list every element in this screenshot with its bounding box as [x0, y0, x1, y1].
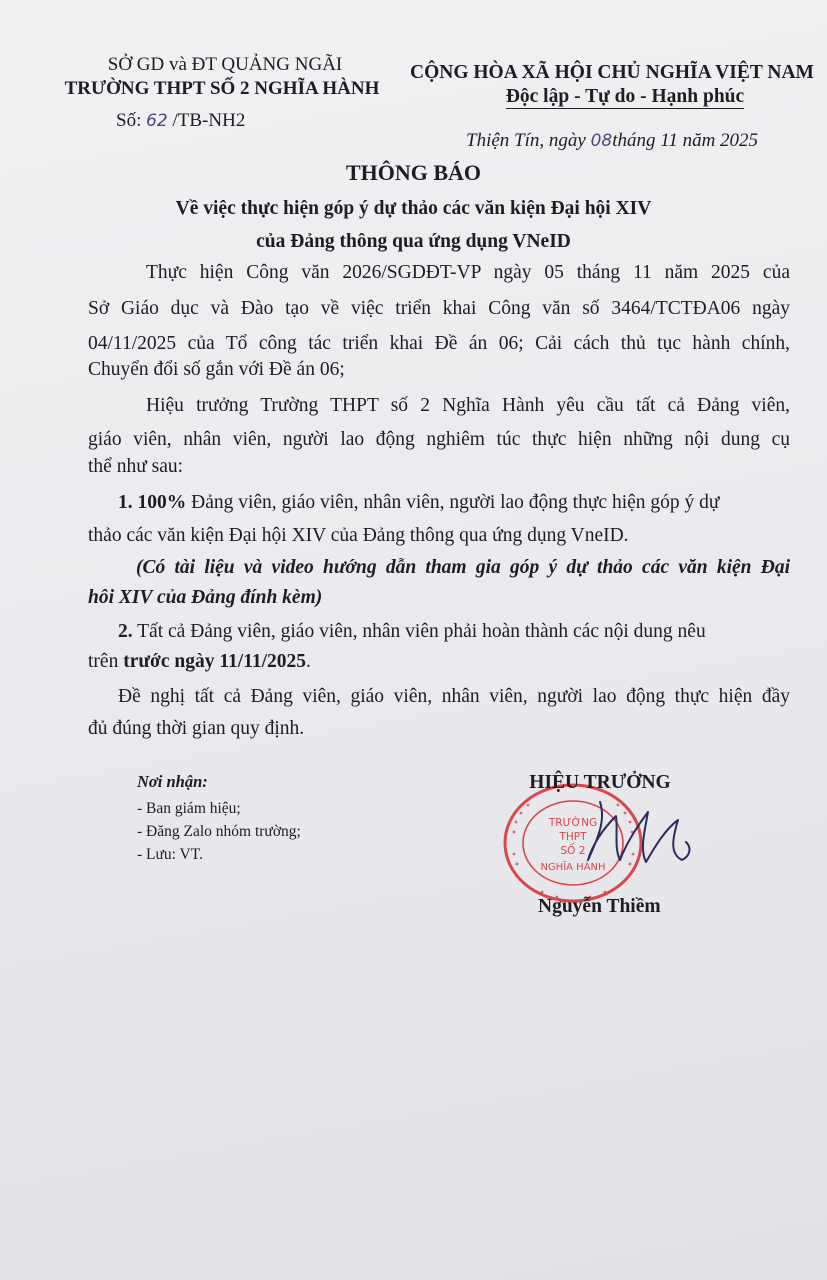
- item-2-label: 2.: [118, 621, 133, 642]
- document-number-handwritten: 62: [146, 111, 168, 131]
- nation-title: CỘNG HÒA XÃ HỘI CHỦ NGHĨA VIỆT NAM: [410, 62, 814, 83]
- nation-motto: Độc lập - Tự do - Hạnh phúc: [505, 86, 745, 107]
- paragraph-2-line-1: Hiệu trưởng Trường THPT số 2 Nghĩa Hành yêu cầu tất cả Đảng viên,: [146, 395, 790, 416]
- school-name: TRƯỜNG THPT SỐ 2 NGHĨA HÀNH: [64, 78, 380, 99]
- signer-name: Nguyễn Thiềm: [538, 896, 661, 917]
- department-name: SỞ GD và ĐT QUẢNG NGÃI: [107, 54, 343, 75]
- paragraph-1-line-3: 04/11/2025 của Tổ công tác triển khai Đề án 06; Cải cách thủ tục hành chính,: [88, 333, 790, 354]
- handwritten-signature: [560, 790, 700, 880]
- document-number: Số: 62 /TB-NH2: [116, 110, 246, 131]
- paragraph-1-line-1: Thực hiện Công văn 2026/SGDĐT-VP ngày 05 tháng 11 năm 2025 của: [146, 262, 790, 283]
- recipient-item: - Lưu: VT.: [137, 846, 203, 863]
- recipients-title: Nơi nhận:: [137, 772, 208, 791]
- paragraph-1-line-2: Sở Giáo dục và Đào tạo về việc triển khai Công văn số 3464/TCTĐA06 ngày: [88, 298, 790, 319]
- seal-line: TRƯỜNG: [548, 817, 598, 829]
- paragraph-3-line-2: đủ đúng thời gian quy định.: [88, 718, 305, 739]
- seal-line: THPT: [559, 831, 587, 843]
- document-date: Thiện Tín, ngày 08tháng 11 năm 2025: [466, 130, 759, 151]
- item-1-line-1: 1. 100% Đảng viên, giáo viên, nhân viên, người lao động thực hiện góp ý dự: [118, 492, 720, 513]
- recipient-item: - Ban giám hiệu;: [137, 800, 241, 817]
- paragraph-3-line-1: Đề nghị tất cả Đảng viên, giáo viên, nhân viên, người lao động thực hiện đầy: [118, 686, 790, 707]
- item-1-label: 1. 100%: [118, 492, 187, 513]
- item-2-line-2: trên trước ngày 11/11/2025.: [88, 651, 311, 672]
- attachment-note-line-2: hôi XIV của Đảng đính kèm): [88, 587, 323, 608]
- item-2-line-1: 2. Tất cả Đảng viên, giáo viên, nhân viên phải hoàn thành các nội dung nêu: [118, 621, 706, 642]
- item-1-line-2: thảo các văn kiện Đại hội XIV của Đảng thông qua ứng dụng VneID.: [88, 525, 629, 546]
- paragraph-2-line-2: giáo viên, nhân viên, người lao động nghiêm túc thực hiện những nội dung cụ: [88, 429, 790, 450]
- recipient-item: - Đăng Zalo nhóm trường;: [137, 823, 301, 840]
- attachment-note-line-1: (Có tài liệu và video hướng dẫn tham gia góp ý dự thảo các văn kiện Đại: [136, 557, 790, 578]
- deadline-text: trước ngày 11/11/2025: [123, 651, 307, 672]
- signer-title: HIỆU TRƯỞNG: [529, 772, 671, 793]
- seal-line: NGHĨA HÀNH: [540, 862, 606, 873]
- paragraph-1-line-4: Chuyển đổi số gắn với Đề án 06;: [88, 359, 345, 380]
- date-day-handwritten: 08: [590, 131, 613, 151]
- seal-line: SỐ 2: [560, 845, 586, 857]
- document-title: THÔNG BÁO: [345, 160, 482, 185]
- document-subtitle-line-2: của Đảng thông qua ứng dụng VNeID: [256, 231, 571, 252]
- document-subtitle-line-1: Về việc thực hiện góp ý dự thảo các văn kiện Đại hội XIV: [175, 198, 652, 219]
- paragraph-2-line-3: thể như sau:: [88, 456, 184, 477]
